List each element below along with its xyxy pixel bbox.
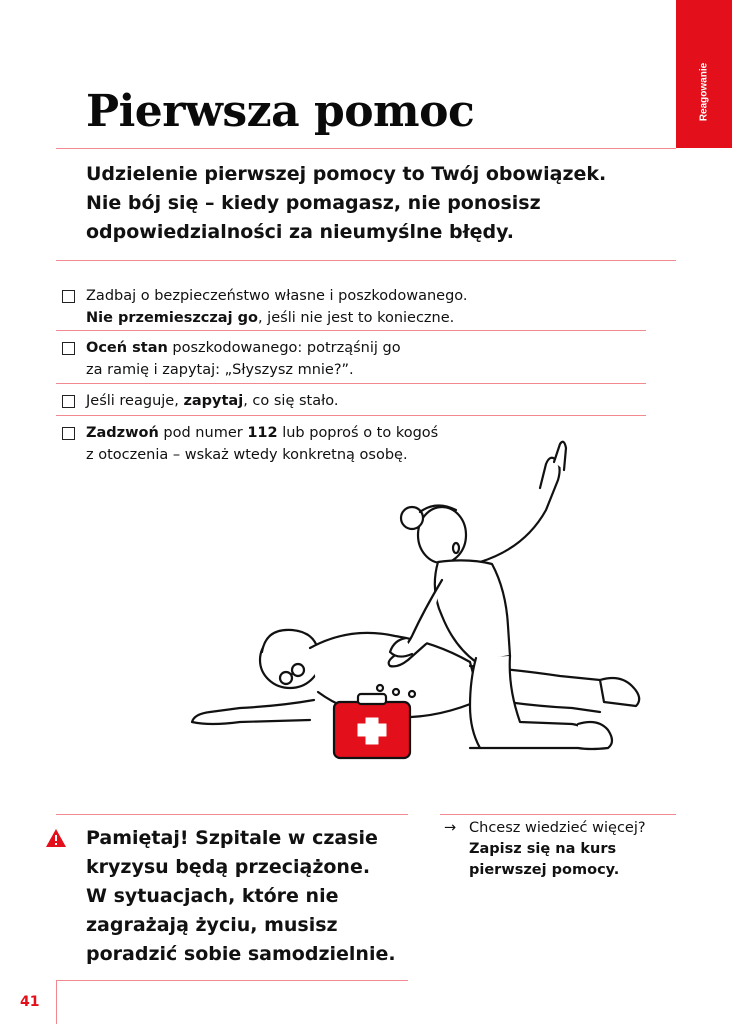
checklist-text: Zadbaj o bezpieczeństwo własne i poszkodowanego. <box>86 288 468 304</box>
checklist-divider <box>56 415 646 416</box>
page-number: 41 <box>20 994 40 1010</box>
first-aid-illustration <box>180 430 660 770</box>
checklist-item <box>60 285 650 329</box>
warning-line: W sytuacjach, które nie <box>86 885 339 907</box>
section-tab-label: Reagowanie <box>698 62 710 122</box>
checklist-text: z otoczenia – wskaż wtedy konkretną osobę. <box>86 447 408 463</box>
warning-top-divider <box>56 814 408 815</box>
warning-triangle-icon <box>45 828 67 848</box>
checklist-item <box>60 390 650 412</box>
first-aid-kit-icon <box>334 694 410 758</box>
warning-line: Pamiętaj! Szpitale w czasie <box>86 827 378 849</box>
checklist-bold: 112 <box>247 425 278 441</box>
lead-line: Nie bój się – kiedy pomagasz, nie ponosisz <box>86 192 541 214</box>
footer-divider <box>56 980 408 981</box>
page-title: Pierwsza pomoc <box>86 86 475 137</box>
warning-line: zagrażają życiu, musisz <box>86 914 338 936</box>
checkbox-icon <box>62 395 75 408</box>
course-link[interactable]: Zapisz się na kurs <box>469 841 617 857</box>
checkbox-icon <box>62 427 75 440</box>
warning-line: kryzysu będą przeciążone. <box>86 856 371 878</box>
lead-line: odpowiedzialności za nieumyślne błędy. <box>86 221 515 243</box>
checkbox-icon <box>62 342 75 355</box>
checklist-bold: Nie przemieszczaj go <box>86 310 258 326</box>
warning-line: poradzić sobie samodzielnie. <box>86 943 396 965</box>
checklist-item <box>60 337 650 381</box>
checklist-text: , jeśli nie jest to konieczne. <box>257 310 455 326</box>
lead-line: Udzielenie pierwszej pomocy to Twój obowiązek. <box>86 163 607 185</box>
more-info-question: Chcesz wiedzieć więcej? <box>469 820 646 836</box>
checklist-divider <box>56 383 646 384</box>
checklist-text: za ramię i zapytaj: „Słyszysz mnie?”. <box>86 362 354 378</box>
lead-paragraph <box>86 160 646 247</box>
checkbox-icon <box>62 290 75 303</box>
footer-vertical-rule <box>56 980 57 1024</box>
checklist-text: Jeśli reaguje, <box>86 393 184 409</box>
checklist-text: lub poproś o to kogoś <box>277 425 439 441</box>
checklist-divider <box>56 330 646 331</box>
title-divider <box>56 148 676 149</box>
arrow-right-icon: → <box>444 820 457 836</box>
warning-text <box>86 824 406 969</box>
more-top-divider <box>440 814 676 815</box>
checklist-text: poszkodowanego: potrząśnij go <box>167 340 401 356</box>
checklist-bold: Zadzwoń <box>86 425 159 441</box>
checklist-text: , co się stało. <box>243 393 339 409</box>
checklist-text: pod numer <box>158 425 248 441</box>
checklist-bold: zapytaj <box>183 393 244 409</box>
section-tab <box>676 0 732 148</box>
checklist-bold: Oceń stan <box>86 340 168 356</box>
lead-divider <box>56 260 676 261</box>
course-link[interactable]: pierwszej pomocy. <box>469 862 620 878</box>
